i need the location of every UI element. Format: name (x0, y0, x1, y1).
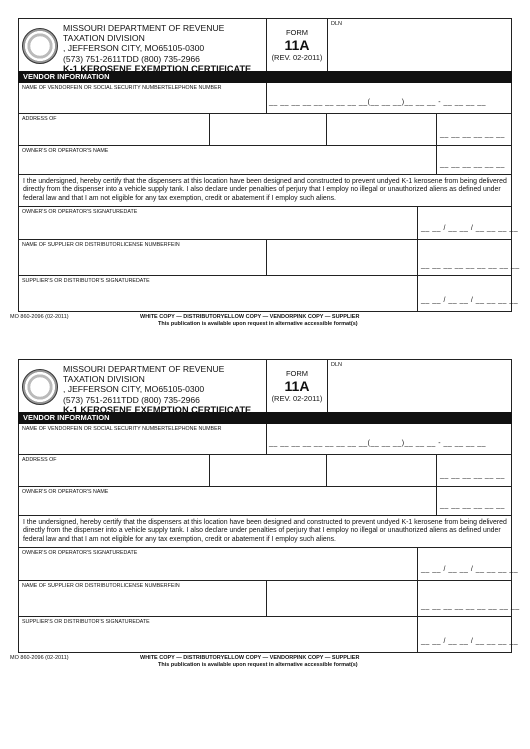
department-name: MISSOURI DEPARTMENT OF REVENUE (63, 23, 225, 33)
agency-phone: (573) 751-2611TDD (800) 735-2966 (63, 53, 200, 64)
vendor-name-row[interactable] (18, 83, 512, 114)
dln-label: DLN (331, 21, 343, 27)
agency-phone: (573) 751-2611TDD (800) 735-2966 (63, 394, 200, 405)
supplier-fein-dashes: __ __ __ __ __ __ __ __ __ (421, 262, 520, 270)
certificate-copy-1 (10, 18, 520, 327)
vendor-phone-dashes: __ __ __ __ __ __ __ __ __(__ __ __)__ __ __ - __ __ __ __ (269, 440, 486, 447)
form-title: K-1 KEROSENE EXEMPTION CERTIFICATE (63, 404, 252, 415)
form-number-box (266, 360, 327, 412)
division-name: TAXATION DIVISION (63, 33, 145, 44)
vendor-name-row[interactable] (18, 424, 512, 455)
owner-signature-label: OWNER'S OR OPERATOR'S SIGNATUREDATE (22, 209, 138, 216)
owner-name-row[interactable] (18, 487, 512, 516)
address-row[interactable] (18, 455, 512, 487)
vendor-information-header: VENDOR INFORMATION (18, 412, 512, 424)
dln-label: DLN (331, 362, 343, 368)
form-header (18, 359, 512, 415)
address-dashes: __ __ __ __ __ __ (440, 472, 505, 479)
agency-block (63, 23, 251, 74)
availability-note: This publication is available upon request in alternative accessible format(s) (158, 321, 358, 327)
supplier-fein-dashes: __ __ __ __ __ __ __ __ __ (421, 603, 520, 611)
vendor-information-header: VENDOR INFORMATION (18, 71, 512, 83)
supplier-name-row[interactable] (18, 581, 520, 617)
dln-box[interactable] (327, 19, 511, 71)
form-header (18, 18, 512, 74)
department-name: MISSOURI DEPARTMENT OF REVENUE (63, 364, 225, 374)
supplier-signature-row[interactable] (18, 617, 519, 653)
certification-statement: I the undersigned, hereby certify that the dispensers at this location have been designed and constructed to prevent undyed K-1 kerosene from being delivered directly from the dispenser into a vehicle supply tank. I also declare under penalties of perjury that I employ no illegal or unauthorized aliens as defined under federal law and that I am not eligible for any tax exemption, credit or abatement if I employ such aliens. (18, 516, 512, 548)
supplier-signature-label: SUPPLIER'S OR DISTRIBUTOR'S SIGNATUREDATE (22, 619, 150, 626)
certification-statement: I the undersigned, hereby certify that the dispensers at this location have been designed and constructed to prevent undyed K-1 kerosene from being delivered directly from the dispenser into a vehicle supply tank. I also declare under penalties of perjury that I employ no illegal or unauthorized aliens as defined under federal law and that I am not eligible for any tax exemption, credit or abatement if I employ such aliens. (18, 175, 512, 207)
vendor-name-label: NAME OF VENDORFEIN OR SOCIAL SECURITY NUMBERTELEPHONE NUMBER (22, 85, 222, 91)
form-code: MO 860-2096 (02-2011) (10, 655, 69, 661)
owner-dashes: __ __ __ __ __ __ (440, 502, 505, 509)
supplier-signature-date: __ __ / __ __ / __ __ __ __ (421, 638, 519, 646)
agency-block (63, 364, 251, 415)
owner-signature-row[interactable] (18, 548, 519, 581)
form-label: FORM (285, 28, 309, 37)
form-number: 11A (284, 378, 310, 394)
agency-city: , JEFFERSON CITY, MO65105-0300 (63, 43, 205, 54)
owner-signature-date: __ __ / __ __ / __ __ __ __ (421, 225, 519, 233)
agency-city: , JEFFERSON CITY, MO65105-0300 (63, 384, 205, 395)
form-title: K-1 KEROSENE EXEMPTION CERTIFICATE (63, 63, 252, 74)
copy-distribution: WHITE COPY — DISTRIBUTORYELLOW COPY — VENDORPINK COPY — SUPPLIER (140, 655, 360, 661)
owner-name-label: OWNER'S OR OPERATOR'S NAME (22, 489, 109, 495)
address-dashes: __ __ __ __ __ __ (440, 131, 505, 138)
form-revision: (REV. 02-2011) (271, 53, 323, 62)
form-code: MO 860-2096 (02-2011) (10, 314, 69, 320)
supplier-signature-date: __ __ / __ __ / __ __ __ __ (421, 297, 519, 305)
owner-dashes: __ __ __ __ __ __ (440, 161, 505, 168)
owner-signature-label: OWNER'S OR OPERATOR'S SIGNATUREDATE (22, 550, 138, 557)
address-row[interactable] (18, 114, 512, 146)
availability-note: This publication is available upon request in alternative accessible format(s) (158, 662, 358, 668)
address-label: ADDRESS OF (22, 457, 57, 463)
form-label: FORM (285, 369, 309, 378)
division-name: TAXATION DIVISION (63, 374, 145, 385)
copy-distribution: WHITE COPY — DISTRIBUTORYELLOW COPY — VENDORPINK COPY — SUPPLIER (140, 314, 360, 320)
owner-name-row[interactable] (18, 146, 512, 175)
form-number: 11A (284, 37, 310, 53)
supplier-signature-row[interactable] (18, 276, 519, 312)
vendor-name-label: NAME OF VENDORFEIN OR SOCIAL SECURITY NUMBERTELEPHONE NUMBER (22, 426, 222, 432)
form-revision: (REV. 02-2011) (271, 394, 323, 403)
owner-signature-date: __ __ / __ __ / __ __ __ __ (421, 566, 519, 574)
certificate-copy-2 (10, 359, 520, 668)
form-number-box (266, 19, 327, 71)
vendor-phone-dashes: __ __ __ __ __ __ __ __ __(__ __ __)__ __ __ - __ __ __ __ (269, 99, 486, 106)
supplier-name-row[interactable] (18, 240, 520, 276)
supplier-signature-label: SUPPLIER'S OR DISTRIBUTOR'S SIGNATUREDATE (22, 278, 150, 285)
supplier-name-label: NAME OF SUPPLIER OR DISTRIBUTORLICENSE NUMBERFEIN (22, 242, 180, 249)
address-label: ADDRESS OF (22, 116, 57, 122)
missouri-seal-icon (22, 369, 58, 405)
owner-name-label: OWNER'S OR OPERATOR'S NAME (22, 148, 109, 154)
dln-box[interactable] (327, 360, 511, 412)
missouri-seal-icon (22, 28, 58, 64)
supplier-name-label: NAME OF SUPPLIER OR DISTRIBUTORLICENSE NUMBERFEIN (22, 583, 180, 590)
owner-signature-row[interactable] (18, 207, 519, 240)
